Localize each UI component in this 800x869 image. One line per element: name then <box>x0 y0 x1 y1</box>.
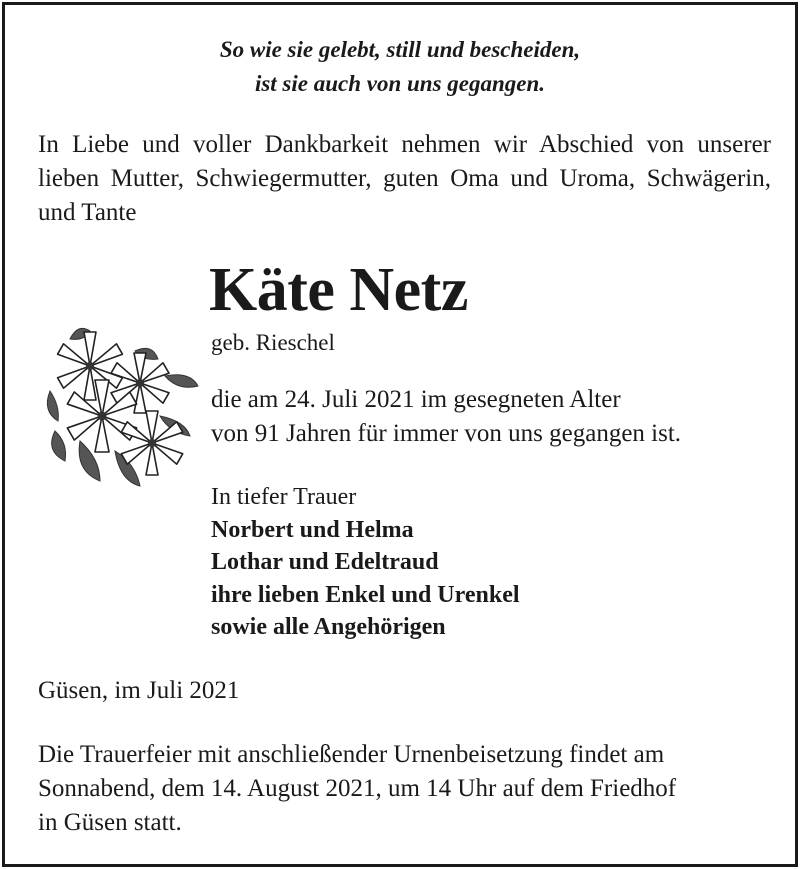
deceased-name: Käte Netz <box>209 256 468 324</box>
motto-line-2: ist sie auch von uns gegangen. <box>254 71 546 96</box>
motto <box>5 33 795 101</box>
mourner-name: ihre lieben Enkel und Urenkel <box>211 581 520 608</box>
mourners-heading: In tiefer Trauer <box>211 484 357 510</box>
death-notice-line-2: von 91 Jahren für immer von uns gegangen ist. <box>211 420 682 447</box>
funeral-line-1: Die Trauerfeier mit anschließender Urnenbeisetzung findet am <box>38 741 665 768</box>
death-notice-line-1: die am 24. Juli 2021 im gesegneten Alter <box>211 386 621 413</box>
death-notice <box>211 383 681 451</box>
mourner-name: Norbert und Helma <box>211 516 414 543</box>
obituary-frame <box>2 2 798 867</box>
mourners-block <box>211 481 520 644</box>
maiden-name: geb. Rieschel <box>211 330 335 355</box>
funeral-info <box>38 738 775 840</box>
clematis-flower-icon <box>40 321 200 491</box>
place-date: Güsen, im Juli 2021 <box>38 677 240 704</box>
funeral-line-2: Sonnabend, dem 14. August 2021, um 14 Uhr auf dem Friedhof <box>38 775 677 802</box>
mourner-name: sowie alle Angehörigen <box>211 614 446 640</box>
funeral-line-3: in Güsen statt. <box>38 809 182 836</box>
intro-text: In Liebe und voller Dankbarkeit nehmen wir Abschied von unserer lieben Mutter, Schwiegermutter, guten Oma und Uroma, Schwägerin, und Tante <box>38 131 771 226</box>
motto-line-1: So wie sie gelebt, still und bescheiden, <box>219 37 581 62</box>
mourner-name: Lothar und Edeltraud <box>211 549 439 575</box>
